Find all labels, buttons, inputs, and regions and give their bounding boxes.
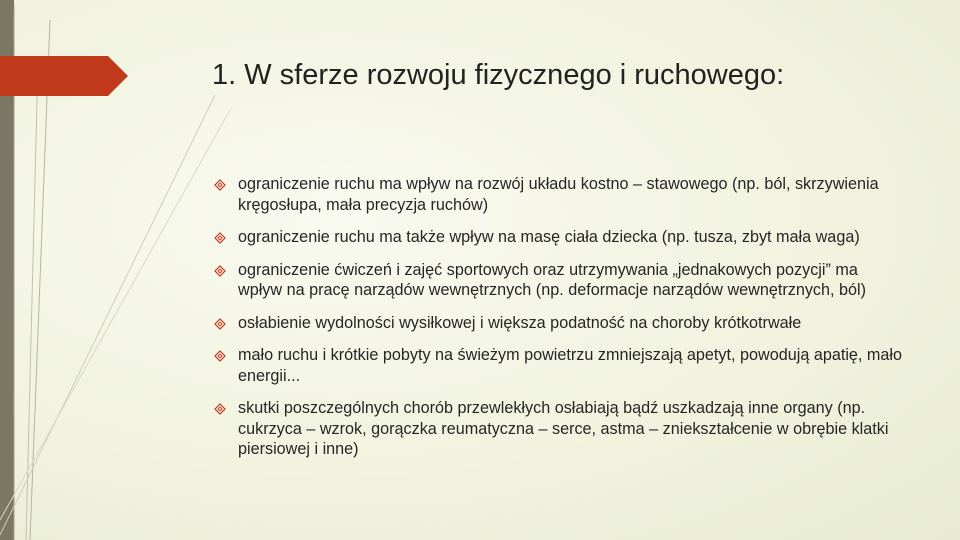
list-item xyxy=(214,313,904,334)
list-item xyxy=(214,398,904,460)
list-item xyxy=(214,260,904,301)
bullet-text: skutki poszczególnych chorób przewlekłych osłabiają bądź uszkadzają inne organy (np. cukrzyca – wzrok, gorączka reumatyczna – serce, astma – zniekształcenie w obrębie klatki piersiowej i inne) xyxy=(238,399,889,458)
list-item xyxy=(214,345,904,386)
diamond-outline-icon xyxy=(214,403,226,415)
bullet-text: osłabienie wydolności wysiłkowej i większa podatność na choroby krótkotrwałe xyxy=(238,313,802,332)
diamond-outline-icon xyxy=(214,232,226,244)
bullet-text: mało ruchu i krótkie pobyty na świeżym powietrzu zmniejszają apetyt, powodują apatię, mało energii... xyxy=(238,346,903,385)
diamond-outline-icon xyxy=(214,265,226,277)
diamond-outline-icon xyxy=(214,179,226,191)
slide-title: 1. W sferze rozwoju fizycznego i ruchowego: xyxy=(212,59,785,91)
bullet-text: ograniczenie ćwiczeń i zajęć sportowych oraz utrzymywania „jednakowych pozycji” ma wpływ na pracę narządów wewnętrznych (np. deformacje narządów wewnętrznych, ból) xyxy=(238,260,867,299)
bullet-text: ograniczenie ruchu ma wpływ na rozwój układu kostno – stawowego (np. ból, skrzywienia kręgosłupa, mała precyzja ruchów) xyxy=(238,175,879,214)
diamond-outline-icon xyxy=(214,350,226,362)
bullet-list xyxy=(214,174,904,472)
bullet-text: ograniczenie ruchu ma także wpływ na masę ciała dziecka (np. tusza, zbyt mała waga) xyxy=(238,228,860,246)
title-arrow-marker xyxy=(0,56,128,96)
list-item xyxy=(214,174,904,215)
list-item xyxy=(214,227,904,248)
diamond-outline-icon xyxy=(214,318,226,330)
